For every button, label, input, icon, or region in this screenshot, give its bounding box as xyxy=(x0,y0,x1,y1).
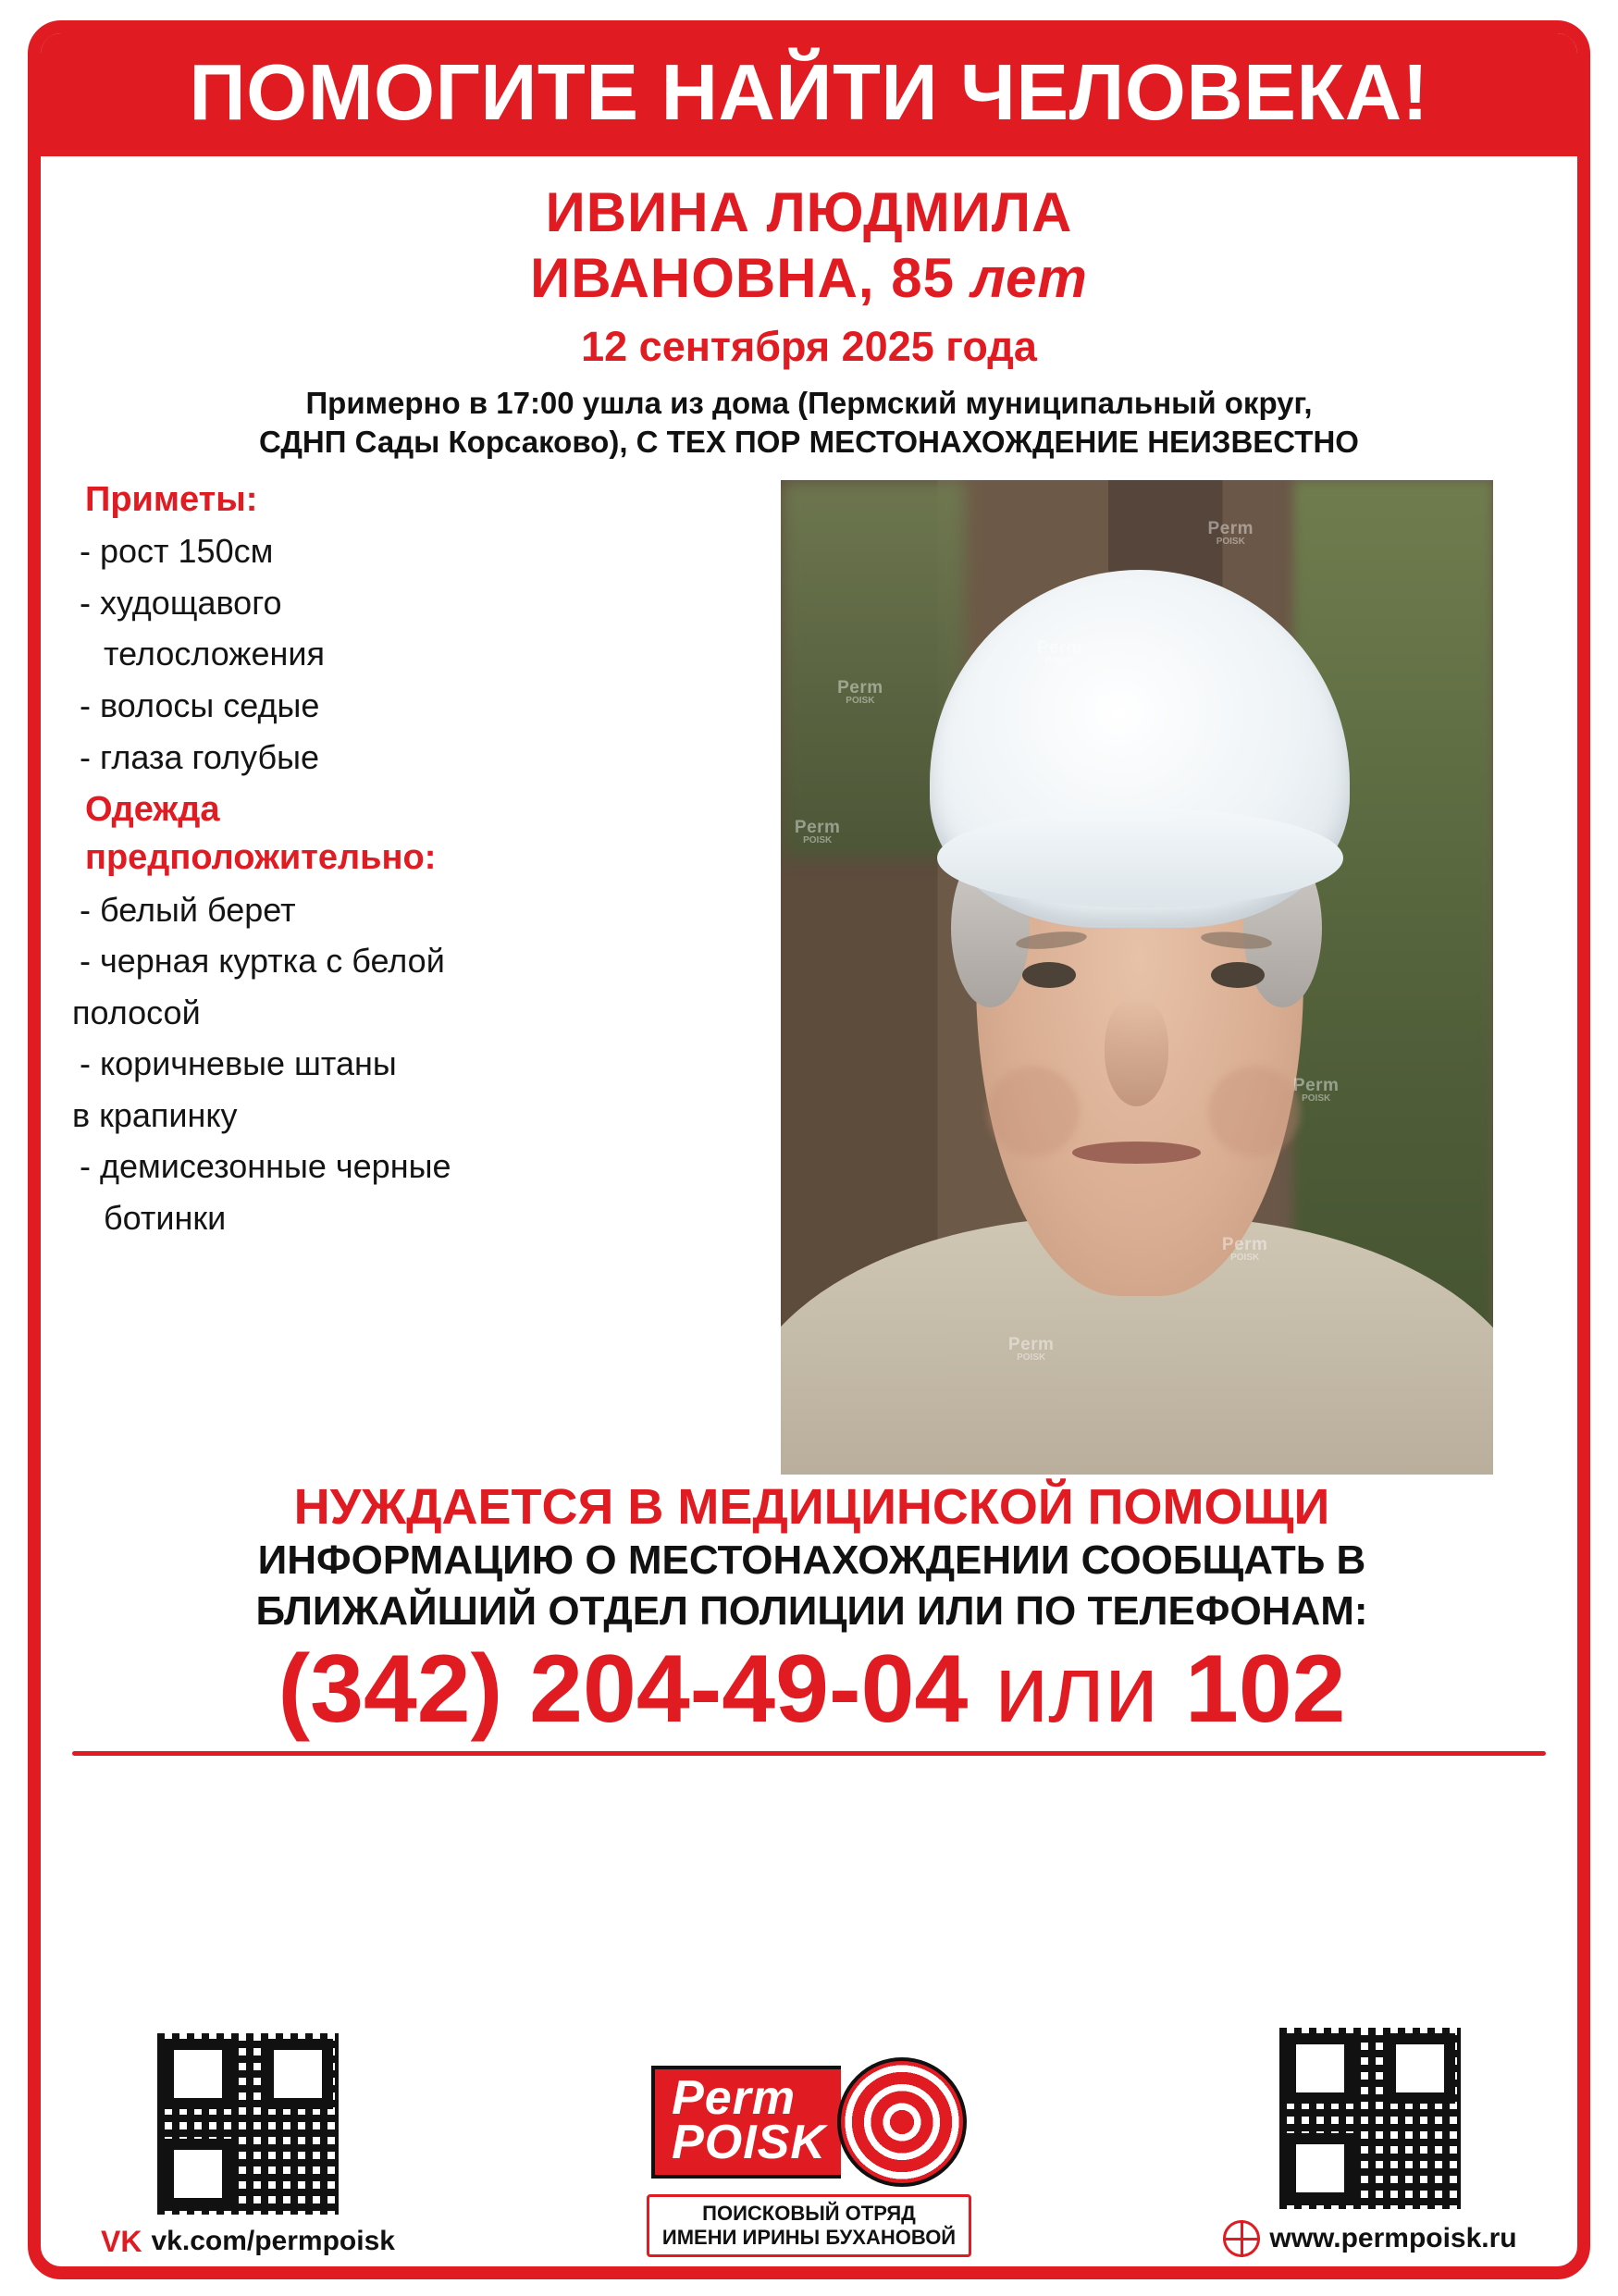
logo-spiral-icon xyxy=(837,2057,967,2187)
person-age-unit: лет xyxy=(970,246,1088,309)
call-to-action xyxy=(41,1475,1577,1743)
clothes-item: в крапинку xyxy=(72,1095,238,1134)
watermark-word-1: Perm xyxy=(1007,1334,1055,1354)
clothes-item: - демисезонные черные xyxy=(80,1147,451,1186)
person-name-line2 xyxy=(78,246,1540,312)
clothes-item: ботинки xyxy=(104,1199,227,1238)
poster-footer xyxy=(41,1756,1577,2266)
watermark-word-2: POISK xyxy=(846,696,875,707)
watermark-word-2: POISK xyxy=(1044,656,1075,667)
vk-url-text[interactable]: vk.com/permpoisk xyxy=(151,2226,395,2256)
logo-subtitle-line1: ПОИСКОВЫЙ ОТРЯД xyxy=(702,2202,916,2226)
person-name-age: ИВАНОВНА, 85 xyxy=(530,246,955,309)
photo-cheek-right xyxy=(1208,1067,1301,1156)
person-identity-block xyxy=(41,156,1577,462)
watermark-word-1: Perm xyxy=(794,817,841,837)
circumstances-line-2: СДНП Сады Корсаково), С ТЕХ ПОР МЕСТОНАХОЖДЕНИЕ НЕИЗВЕСТНО xyxy=(259,424,1359,459)
photo-mouth xyxy=(1072,1142,1201,1164)
watermark-word-1: Perm xyxy=(837,678,883,698)
vk-qr-code[interactable] xyxy=(155,2031,340,2216)
photo-cheek-left xyxy=(987,1067,1080,1156)
person-photo xyxy=(781,480,1493,1475)
clothes-heading-line1: Одежда xyxy=(85,790,220,830)
logo-wordmark xyxy=(651,2066,841,2179)
disappearance-date: 12 сентября 2025 года xyxy=(581,322,1037,370)
vk-link[interactable] xyxy=(101,2226,395,2257)
medical-notice: НУЖДАЕТСЯ В МЕДИЦИНСКОЙ ПОМОЩИ xyxy=(293,1479,1330,1536)
logo-word-1: Perm xyxy=(672,2071,797,2126)
photo-nose xyxy=(1105,997,1168,1106)
photo-column xyxy=(720,476,1553,1475)
feature-item: телосложения xyxy=(104,635,325,673)
feature-item: - волосы седые xyxy=(80,686,320,724)
logo-mark xyxy=(651,2057,967,2187)
logo-subtitle-line2: ИМЕНИ ИРИНЫ БУХАНОВОЙ xyxy=(661,2226,957,2250)
watermark-word-2: POISK xyxy=(1230,1253,1260,1264)
permpoisk-logo xyxy=(611,2057,1008,2257)
circumstances-text xyxy=(78,384,1540,462)
watermark-word-1: Perm xyxy=(1036,638,1083,659)
website-qr-code[interactable] xyxy=(1278,2026,1463,2211)
logo-subtitle xyxy=(647,2194,971,2257)
clothes-heading-line2: предположительно: xyxy=(85,838,437,878)
vk-icon: VK xyxy=(101,2225,142,2258)
vk-qr-block[interactable] xyxy=(81,2031,414,2257)
logo-word-2: POISK xyxy=(672,2116,826,2170)
person-name-line1: ИВИНА ЛЮДМИЛА xyxy=(545,181,1073,243)
circumstances-line-1: Примерно в 17:00 ушла из дома (Пермский муниципальный округ, xyxy=(305,385,1313,420)
watermark-word-1: Perm xyxy=(1292,1076,1340,1096)
globe-icon xyxy=(1223,2220,1260,2257)
features-column xyxy=(72,476,710,1248)
report-instruction-line1: ИНФОРМАЦИЮ О МЕСТОНАХОЖДЕНИИ СООБЩАТЬ В xyxy=(257,1537,1366,1584)
poster-banner-title: ПОМОГИТЕ НАЙТИ ЧЕЛОВЕКА! xyxy=(41,33,1577,156)
phone-number-emergency[interactable]: 102 xyxy=(1184,1635,1346,1743)
feature-item: - рост 150см xyxy=(80,532,274,571)
watermark-word-1: Perm xyxy=(1221,1235,1268,1255)
phone-separator: или xyxy=(994,1635,1159,1743)
contact-phones[interactable] xyxy=(68,1635,1555,1743)
watermark-word-2: POISK xyxy=(1017,1352,1046,1363)
clothes-item: - черная куртка с белой xyxy=(80,942,445,981)
feature-item: - глаза голубые xyxy=(80,737,319,776)
poster-frame xyxy=(28,20,1590,2279)
watermark-word-2: POISK xyxy=(803,834,833,846)
feature-item: - худощавого xyxy=(80,583,282,622)
clothes-item: - белый берет xyxy=(80,890,296,929)
watermark-word-2: POISK xyxy=(1216,537,1245,548)
phone-number-primary[interactable]: (342) 204-49-04 xyxy=(278,1635,969,1743)
website-link[interactable] xyxy=(1223,2220,1516,2257)
website-url-text[interactable]: www.permpoisk.ru xyxy=(1269,2223,1517,2253)
clothes-item: полосой xyxy=(72,993,201,1031)
report-instruction-line2: БЛИЖАЙШИЙ ОТДЕЛ ПОЛИЦИИ ИЛИ ПО ТЕЛЕФОНАМ: xyxy=(255,1587,1368,1634)
photo-beret-band xyxy=(937,809,1343,908)
website-qr-block[interactable] xyxy=(1204,2026,1537,2257)
features-heading: Приметы: xyxy=(85,480,258,520)
clothes-item: - коричневые штаны xyxy=(80,1044,397,1083)
watermark-word-1: Perm xyxy=(1207,519,1254,539)
watermark-word-2: POISK xyxy=(1302,1093,1331,1105)
details-and-photo xyxy=(41,462,1577,1475)
